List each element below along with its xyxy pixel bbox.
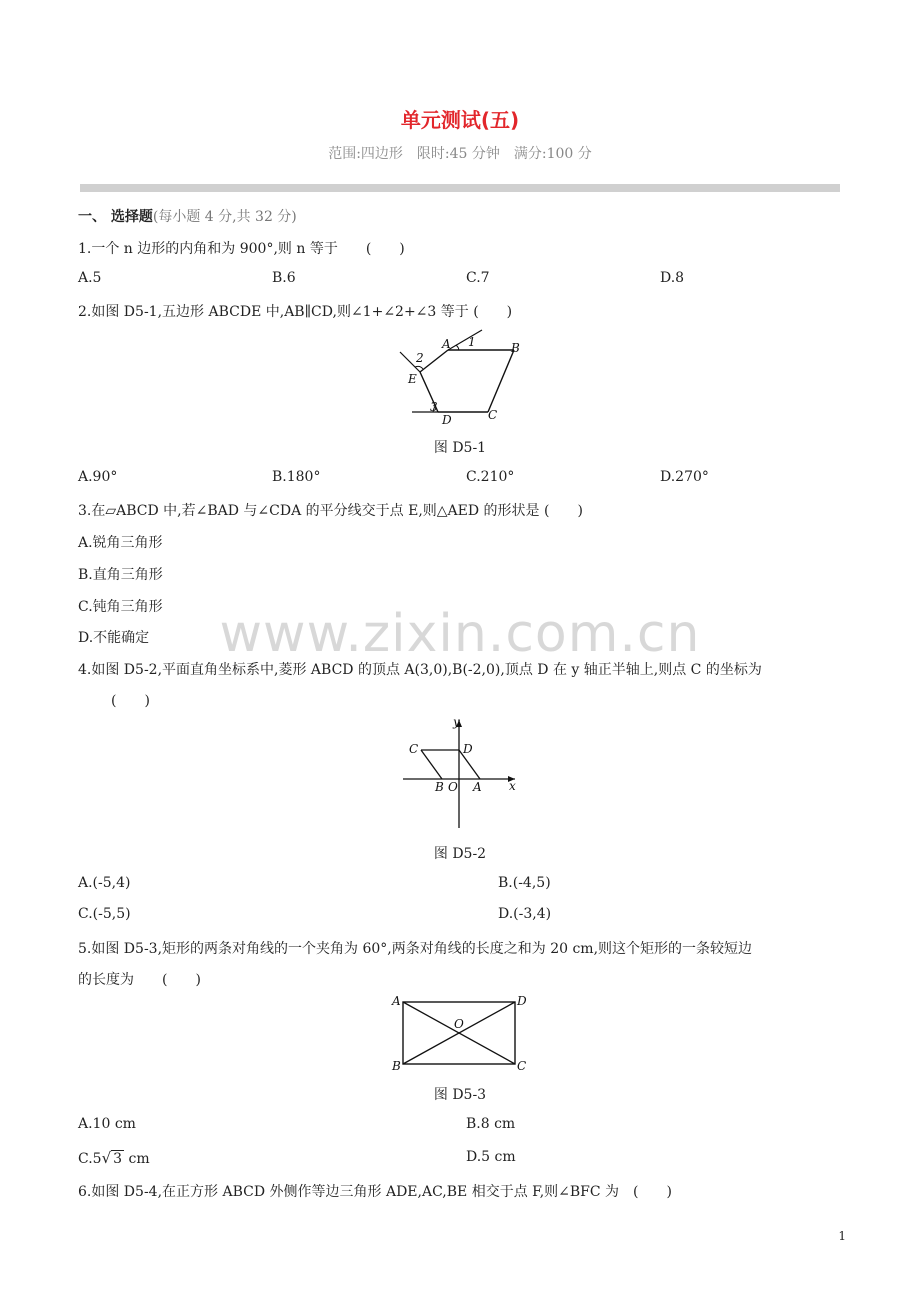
fig3-label-c: C bbox=[517, 1059, 527, 1073]
fig3-label-d: D bbox=[517, 994, 527, 1008]
q5-option-c-unit: cm bbox=[128, 1151, 150, 1167]
q2-option-a: A.90° bbox=[78, 469, 118, 485]
q5-option-c-radicand: 3 bbox=[113, 1151, 123, 1167]
q2-option-b: B.180° bbox=[272, 469, 321, 485]
watermark: www.zixin.com.cn bbox=[219, 604, 701, 664]
section-heading bbox=[78, 206, 297, 226]
fig2-label-c: C bbox=[409, 742, 419, 756]
q5-option-c-label: C.5 bbox=[78, 1151, 102, 1167]
header-divider bbox=[80, 184, 840, 192]
q1-option-b: B.6 bbox=[272, 270, 296, 286]
q5-stem-cont: 的长度为 ( ) bbox=[78, 972, 201, 988]
q3-option-a: A.锐角三角形 bbox=[78, 535, 163, 551]
fig1-angle-3: 3 bbox=[430, 400, 438, 414]
figure-d5-3 bbox=[388, 990, 533, 1075]
fig3-label-o: O bbox=[454, 1017, 464, 1031]
fig2-label-y: y bbox=[453, 715, 460, 729]
fig2-label-o: O bbox=[448, 780, 458, 794]
page-number: 1 bbox=[838, 1229, 846, 1243]
fig2-label-a: A bbox=[473, 780, 482, 794]
fig3-label-b: B bbox=[392, 1059, 401, 1073]
q1-option-c: C.7 bbox=[466, 270, 490, 286]
fig2-label-b: B bbox=[435, 780, 444, 794]
q6-stem: 6.如图 D5-4,在正方形 ABCD 外侧作等边三角形 ADE,AC,BE 相交于点 F,则∠BFC 为 ( ) bbox=[78, 1184, 672, 1200]
q5-option-c bbox=[78, 1149, 150, 1167]
q3-stem: 3.在▱ABCD 中,若∠BAD 与∠CDA 的平分线交于点 E,则△AED 的形状是 ( ) bbox=[78, 503, 583, 519]
figure-d5-2 bbox=[395, 712, 530, 834]
q4-option-b: B.(-4,5) bbox=[498, 875, 551, 891]
fig1-label-c: C bbox=[488, 408, 498, 422]
figure-d5-1-caption: 图 D5-1 bbox=[433, 440, 487, 456]
fig2-label-x: x bbox=[509, 779, 516, 793]
section-note: (每小题 4 分,共 32 分) bbox=[152, 209, 297, 225]
q5-option-d: D.5 cm bbox=[466, 1149, 516, 1165]
q1-option-d: D.8 bbox=[660, 270, 685, 286]
page-subtitle: 范围:四边形 限时:45 分钟 满分:100 分 bbox=[328, 146, 592, 162]
fig1-angle-2: 2 bbox=[416, 351, 424, 365]
q2-option-d: D.270° bbox=[660, 469, 709, 485]
q3-option-b: B.直角三角形 bbox=[78, 567, 163, 583]
q5-stem: 5.如图 D5-3,矩形的两条对角线的一个夹角为 60°,两条对角线的长度之和为 20 cm,则这个矩形的一条较短边 bbox=[78, 941, 753, 957]
q3-option-d: D.不能确定 bbox=[78, 630, 150, 646]
section-name: 一、 选择题 bbox=[78, 209, 153, 225]
q4-option-c: C.(-5,5) bbox=[78, 906, 131, 922]
fig2-label-d: D bbox=[463, 742, 473, 756]
q4-option-d: D.(-3,4) bbox=[498, 906, 552, 922]
q2-option-c: C.210° bbox=[466, 469, 515, 485]
q2-stem: 2.如图 D5-1,五边形 ABCDE 中,AB∥CD,则∠1+∠2+∠3 等于 ( ) bbox=[78, 304, 513, 320]
fig1-label-d: D bbox=[442, 413, 452, 427]
q4-option-a: A.(-5,4) bbox=[78, 875, 131, 891]
q3-option-c: C.钝角三角形 bbox=[78, 599, 163, 615]
q1-stem: 1.一个 n 边形的内角和为 900°,则 n 等于 ( ) bbox=[78, 241, 405, 257]
sqrt-sign: √ bbox=[101, 1149, 112, 1167]
q4-stem: 4.如图 D5-2,平面直角坐标系中,菱形 ABCD 的顶点 A(3,0),B(-2,0),顶点 D 在 y 轴正半轴上,则点 C 的坐标为 bbox=[78, 662, 762, 678]
fig1-label-a: A bbox=[442, 337, 451, 351]
q4-stem-cont: ( ) bbox=[111, 693, 150, 709]
page-title: 单元测试(五) bbox=[400, 108, 520, 132]
fig3-label-a: A bbox=[392, 994, 401, 1008]
fig1-label-e: E bbox=[408, 372, 417, 386]
q5-option-a: A.10 cm bbox=[78, 1116, 136, 1132]
figure-d5-2-caption: 图 D5-2 bbox=[433, 846, 487, 862]
figure-d5-3-caption: 图 D5-3 bbox=[433, 1087, 487, 1103]
q1-option-a: A.5 bbox=[78, 270, 102, 286]
figure-d5-1 bbox=[390, 325, 530, 430]
q5-option-b: B.8 cm bbox=[466, 1116, 516, 1132]
fig1-label-b: B bbox=[511, 341, 520, 355]
fig1-angle-1: 1 bbox=[468, 335, 476, 349]
